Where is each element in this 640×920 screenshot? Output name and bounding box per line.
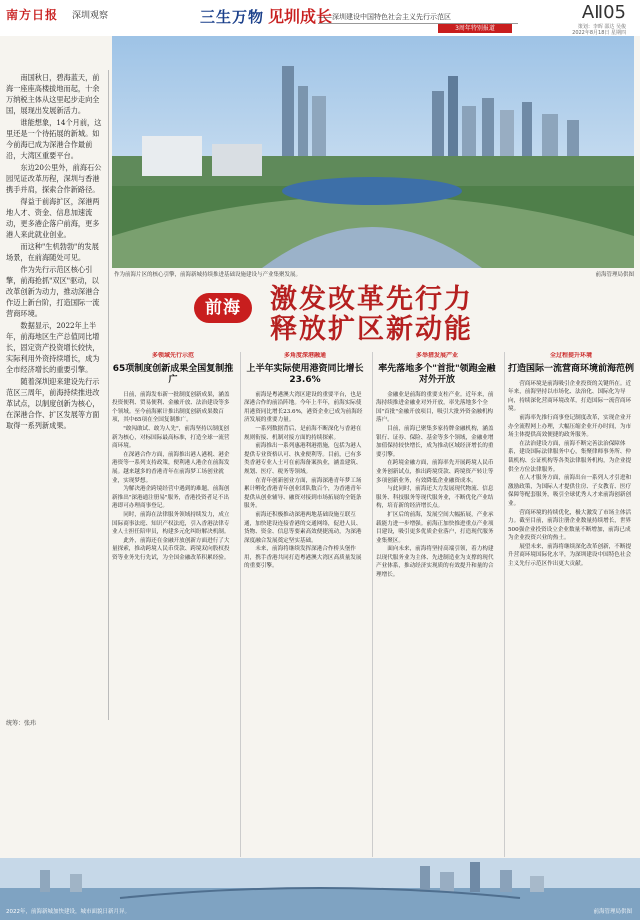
column-paragraph: 日前，前海发布新一批制度创新成果，涵盖投资便利、贸易便利、金融开放、法治建设等多个领域。至今前海累计推出制度创新成果数百项，其中65项在全国复制推广。 <box>112 391 230 424</box>
photo-credit: 前海管理局供图 <box>595 272 634 278</box>
section-name: 深圳观察 <box>72 11 109 21</box>
anniversary-tag: 3周年特别报道 <box>438 24 512 33</box>
article-column-3 <box>376 352 498 852</box>
lead-paragraph: 得益于前海扩区，深港两地人才、资金、信息加速流动，更多港企落户前海，更多港人来此就业创业。 <box>6 197 100 239</box>
lead-column <box>6 72 104 712</box>
column-divider <box>240 352 241 857</box>
column-paragraph: 与此同时，前海还大力发展现代物流、信息服务、科技服务等现代服务业，不断优化产业结构，培育新的经济增长点。 <box>376 486 494 510</box>
column-kicker: 多领域先行示范 <box>151 352 194 359</box>
column-title: 打造国际一流营商环境前海范例 <box>508 363 634 374</box>
page-number: AⅡ05 <box>581 2 626 23</box>
column-kicker: 多举措发展产业 <box>415 352 458 359</box>
brand-left: 三生万物 <box>200 8 265 26</box>
lead-paragraph: 谁能想象，14个月前，这里还是一个待拓展的新城。如今前海已成为深港合作最前沿，大湾区重要平台。 <box>6 118 102 160</box>
column-divider <box>504 352 505 857</box>
column-paragraph: 一系列数据背后，是前海不断深化与香港在规则衔接、机制对接方面的持续探索。 <box>244 425 362 441</box>
column-kicker: 多角度深港融通 <box>283 352 326 359</box>
lead-paragraph: 随着深圳迎来建设先行示范区三周年，前海持续推进改革试点，以制度创新为核心，在深港合作、扩区发展等方面取得一系列新成果。 <box>6 377 100 430</box>
lead-paragraph: 东边20公里外，前海石公园见证改革历程，深圳与香港携手并肩，探索合作新路径。 <box>6 163 102 194</box>
column-paragraph: 同时，前海在法律服务领域持续发力，成立国际商事法庭、知识产权法庭，引入香港法律专业人士担任陪审员，构建多元化纠纷解决机制。 <box>112 511 230 536</box>
column-paragraph: 前海推出一系列惠港利港措施，包括为港人提供专业资格认可、执业便利等。目前，已有多类香港专业人士可在前海备案执业，涵盖建筑、规划、医疗、税务等领域。 <box>244 443 362 475</box>
column-paragraph: "敢闯敢试、敢为人先"，前海坚持以制度创新为核心，对标国际最高标准，打造全球一流营商环境。 <box>112 425 230 450</box>
lead-paragraph: 而这种"生机勃勃"的发展场景，在前海随处可见。 <box>6 242 99 262</box>
column-divider <box>372 352 373 857</box>
column-paragraph: 前海还积极推动深港两地基础设施互联互通，加快建设连接香港的交通网络，促进人员、货物、资金、信息等要素高效便捷流动，为深港深度融合发展奠定坚实基础。 <box>244 511 362 544</box>
brand-right: 见圳成长 <box>268 6 333 26</box>
headline-line-1: 激发改革先行力 <box>270 284 473 315</box>
city-skyline-image <box>112 36 634 268</box>
column-divider <box>108 70 109 720</box>
column-brand <box>200 6 332 27</box>
meta-editors: 策划：李晖 邵达 吴俊 <box>577 24 626 30</box>
column-paragraph: 为解决港企跨境经营中遇到的难题，前海创新推出"深港通注册易"服务，香港投资者足不出港即可办理商事登记。 <box>112 486 230 510</box>
article-column-4 <box>508 352 634 852</box>
column-paragraph: 在青年创新创业方面，前海深港青年梦工场累计孵化香港青年创业团队数百个，为香港青年提供从创业辅导、融资对接到市场拓展的全链条服务。 <box>244 477 362 510</box>
lead-paragraph: 作为先行示范区核心引擎，前海抢抓"双区"驱动，以改革创新为动力，推动深港合作迈上新台阶，打造国际一流营商环境。 <box>6 265 100 318</box>
column-title: 65项制度创新成果全国复制推广 <box>112 363 234 385</box>
main-photo-caption <box>114 270 634 280</box>
column-paragraph: 在跨境金融方面，前海率先开展跨境人民币业务创新试点，推出跨境贷款、跨境资产转让等多项创新业务，有效降低企业融资成本。 <box>376 460 494 484</box>
column-paragraph: 前海是粤港澳大湾区建设的重要平台，也是深港合作的前沿阵地。今年上半年，前海实际使用港资同比增长23.6%，港资企业已成为前海经济发展的重要力量。 <box>244 391 363 424</box>
column-paragraph: 金融业是前海的重要支柱产业。近年来，前海持续推进金融业对外开放，率先落地多个全国"首批"金融开放项目，吸引大批外资金融机构落户。 <box>376 391 494 424</box>
main-photo <box>112 36 634 268</box>
column-paragraph: 在人才服务方面，前海出台一系列人才引进和激励政策，为国际人才提供住房、子女教育、医疗保障等配套服务，吸引全球优秀人才来前海创新创业。 <box>508 475 632 507</box>
column-title: 上半年实际使用港资同比增长23.6% <box>246 363 364 385</box>
column-kicker: 全过程提升环境 <box>549 352 592 359</box>
column-paragraph: 扩区后的前海，发展空间大幅拓展，产业承载能力进一步增强。前海正加快推进重点产业项目建设，吸引更多优质企业落户，打造现代服务业集聚区。 <box>376 511 494 544</box>
page-header <box>0 0 640 36</box>
lead-paragraph: 数据显示，2022年上半年，前海地区生产总值同比增长，固定资产投资增长较快，实际利用外资持续增长，成为全市经济增长的重要引擎。 <box>6 321 100 374</box>
bottom-photo-caption: 2022年，前海新城加快建设，城市面貌日新月异。 <box>6 909 130 915</box>
column-paragraph: 营商环境是前海吸引企业投资的关键所在。近年来，前海坚持以市场化、法治化、国际化为导向，持续深化营商环境改革，打造国际一流营商环境。 <box>508 380 632 413</box>
editor-credit: 统筹：张玮 <box>6 720 37 727</box>
meta-date: 2022年8月18日 星期四 <box>572 30 626 36</box>
headline-line-2: 释放扩区新动能 <box>270 314 473 345</box>
newspaper-logo: 南方日报 <box>6 8 59 22</box>
column-paragraph: 前海率先推行商事登记制度改革，实现企业开办全流程网上办理，大幅压缩企业开办时间，为市场主体提供高效便捷的政务服务。 <box>508 414 632 439</box>
column-paragraph: 展望未来，前海将继续深化改革创新，不断提升营商环境国际化水平，为深圳建设中国特色社会主义先行示范区作出更大贡献。 <box>508 543 632 568</box>
column-paragraph: 面向未来，前海将坚持高端引领，着力构建以现代服务业为主体、先进制造业为支撑的现代产业体系，推动经济实现质的有效提升和量的合理增长。 <box>376 546 494 579</box>
column-paragraph: 在法治建设方面，前海不断完善法治保障体系，建设国际法律服务中心，集聚律师事务所、仲裁机构、公证机构等各类法律服务机构，为企业提供全方位法律服务。 <box>508 440 632 473</box>
article-column-2 <box>244 352 366 852</box>
bottom-photo-credit: 前海管理局供图 <box>593 909 632 915</box>
column-paragraph: 营商环境的持续优化，极大激发了市场主体活力。截至目前，前海注册企业数量持续增长，世界500强企业投资设立企业数量不断增加，前海已成为企业投资兴业的热土。 <box>508 509 632 542</box>
caption-text: 作为前海片区的核心引擎，前海新城持续推进基础设施建设与产业集聚发展。 <box>114 272 302 278</box>
column-paragraph: 在深港合作方面，前海推出港人港税、港企港资等一系列支持政策，便利港人港企在前海发展。越来越多的香港青年在前海梦工场创业就业，实现梦想。 <box>112 451 230 484</box>
lead-paragraph: 南国秋日，碧海蓝天，前海一座座高楼拔地而起，十余万纳税主体从这里起步走向全国，展现出发展新活力。 <box>6 73 100 115</box>
column-paragraph: 目前，前海已聚集多家持牌金融机构，涵盖银行、证券、保险、基金等多个领域，金融业增加值保持较快增长，成为推动区域经济增长的重要引擎。 <box>376 425 494 458</box>
column-paragraph: 未来，前海将继续发挥深港合作桥头堡作用，携手香港共同打造粤港澳大湾区高质量发展的重要引擎。 <box>244 546 362 570</box>
page-meta <box>506 24 626 36</box>
column-paragraph: 此外，前海还在金融开放创新方面进行了大量探索，推动跨境人民币贷款、跨境双向股权投资等业务先行先试，为全国金融改革积累经验。 <box>112 537 230 561</box>
column-title: 率先落地多个"首批"领跑金融对外开放 <box>378 363 496 385</box>
series-banner: ——深圳建设中国特色社会主义先行示范区 <box>318 12 518 24</box>
location-tag: 前海 <box>194 293 252 323</box>
article-column-1 <box>112 352 234 852</box>
headline-block <box>180 285 600 345</box>
